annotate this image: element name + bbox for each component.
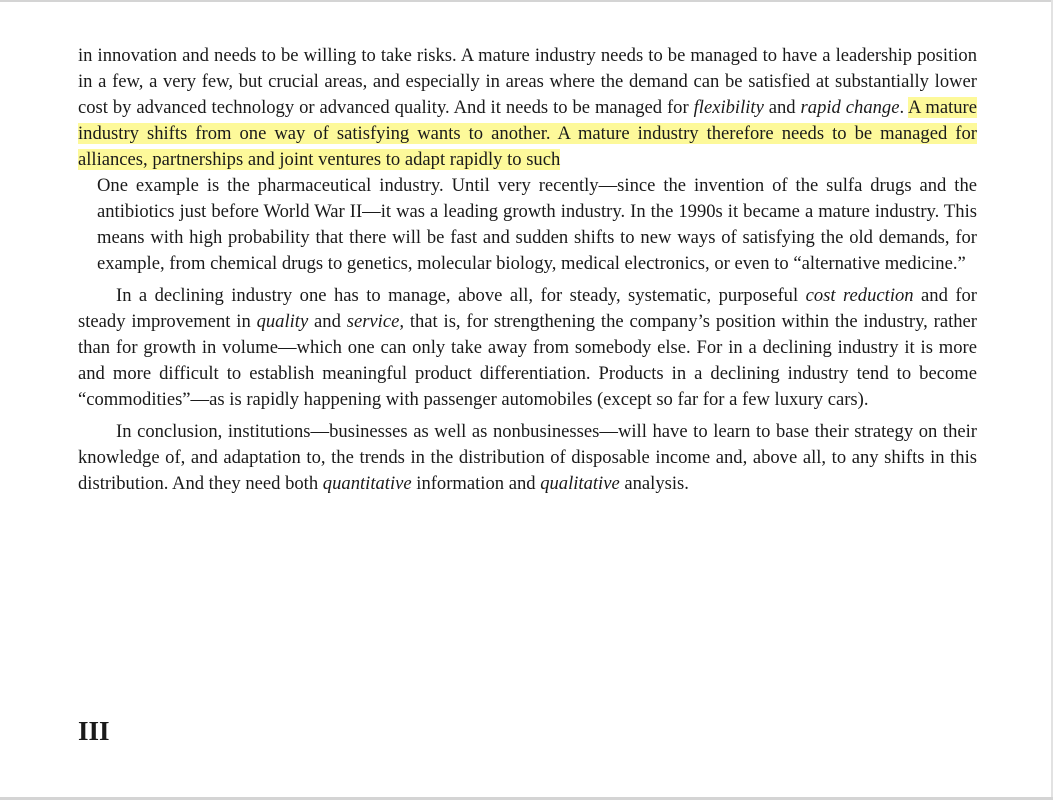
paragraph-text: and [308,311,347,332]
emphasis-service: service, [346,311,405,332]
paragraph-conclusion [78,419,977,497]
emphasis-qualitative: qualitative [540,473,620,494]
paragraph-text: and for steady improvement in [78,285,977,332]
emphasis-quantitative: quantitative [322,473,412,494]
paragraph-text: information and [411,473,541,494]
paragraph-declining-industry [78,283,977,413]
paragraph-mature-industry [78,43,977,173]
emphasis-cost-reduction: cost reduction [805,285,914,306]
section-heading: III [78,716,110,746]
window-top-border [0,0,1053,2]
paragraph-text: and [763,97,801,118]
emphasis-rapid-change: rapid change [800,97,900,118]
paragraph-text: in innovation and needs to be willing to take risks. A mature industry needs to be managed to have a leadership position in a few, a very few, but crucial areas, and especially in areas where the demand can be satisfied at substantially lower cost by advanced technology or advanced quality. And it needs to be managed for [78,45,977,118]
paragraph-text: . [899,97,909,118]
paragraph-text: In conclusion, institutions—businesses as well as nonbusinesses—will have to learn to base their strategy on their knowledge of, and adaptation to, the trends in the distribution of disposable income and, above all, to any shifts in this distribution. And they need both [78,421,977,494]
emphasis-flexibility: flexibility [693,97,764,118]
blockquote-pharmaceutical: One example is the pharmaceutical industry. Until very recently—since the invention of the sulfa drugs and the antibiotics just before World War II—it was a leading growth industry. In the 1990s it became a mature industry. This means with high probability that there will be fast and sudden shifts to new ways of satisfying the old demands, for example, from chemical drugs to genetics, molecular biology, medical electronics, or even to “alternative medicine.” [97,175,977,274]
document-page [78,43,977,497]
highlighted-passage[interactable]: A mature industry shifts from one way of satisfying wants to another. A mature industry therefore needs to be managed for alliances, partnerships and joint ventures to adapt rapidly to such [78,97,977,170]
paragraph-text: In a declining industry one has to manage, above all, for steady, systematic, purposeful [116,285,806,306]
paragraph-text: analysis. [619,473,689,494]
paragraph-text: that is, for strengthening the company’s position within the industry, rather than for growth in volume—which one can only take away from somebody else. For in a declining industry it is more and more difficult to establish meaningful product differentiation. Products in a declining industry tend to become “commodities”—as is rapidly happening with passenger automobiles (except so far for a few luxury cars). [78,311,977,410]
emphasis-quality: quality [256,311,309,332]
